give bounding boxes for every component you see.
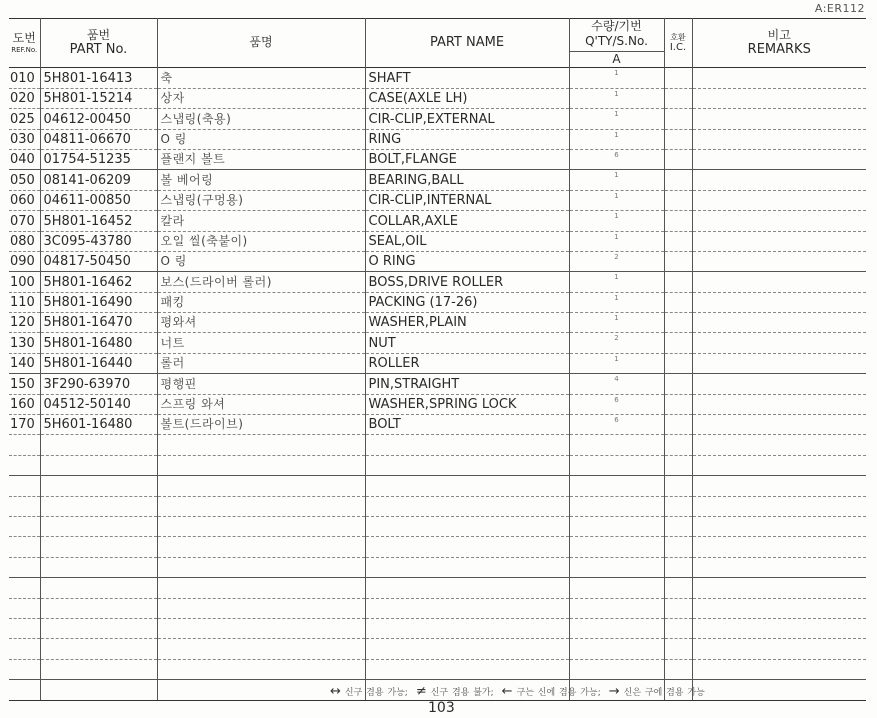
quantity-header [569,19,664,68]
remarks-cell [692,537,866,557]
ref-no-cell: 060 [9,190,40,210]
part-no-cell [40,639,157,659]
part-name-cell [365,537,569,557]
ic-cell [664,292,692,312]
legend-text: 구는 신에 겸용 가능; [516,688,601,698]
korean-name-cell [157,476,365,496]
ic-cell [664,231,692,251]
part-no-cell [40,516,157,536]
remarks-header [692,19,866,68]
part-no-cell [40,455,157,475]
ref-no-cell: 080 [9,231,40,251]
korean-name-cell: 스냅링(축용) [157,109,365,129]
ic-cell [664,639,692,659]
ref-no-cell [9,455,40,475]
ic-cell [664,394,692,414]
ref-no-cell: 140 [9,353,40,373]
quantity-cell: 1 [569,231,664,251]
part-name-cell [365,639,569,659]
ic-cell [664,333,692,353]
ic-cell [664,374,692,394]
table-row [9,618,866,638]
ref-no-cell: 160 [9,394,40,414]
ic-cell [664,598,692,618]
ref-no-cell [9,435,40,455]
part-name-cell: BOSS,DRIVE ROLLER [365,272,569,292]
table-row [9,557,866,577]
table-row [9,374,866,394]
remarks-cell [692,639,866,659]
ic-cell [664,109,692,129]
korean-name-cell [157,639,365,659]
korean-name-cell: 너트 [157,333,365,353]
part-no-cell: 3C095-43780 [40,231,157,251]
remarks-cell [692,496,866,516]
part-no-cell [40,476,157,496]
part-no-cell [40,598,157,618]
quantity-cell [569,476,664,496]
quantity-cell [569,578,664,598]
part-no-cell: 01754-51235 [40,149,157,169]
ref-no-cell [9,598,40,618]
part-no-cell [40,680,157,700]
quantity-cell: 4 [569,374,664,394]
quantity-cell: 6 [569,394,664,414]
korean-name-cell: 보스(드라이버 롤러) [157,272,365,292]
legend-symbol-icon: → [608,684,620,699]
korean-name-cell [157,435,365,455]
table-row [9,476,866,496]
part-no-cell: 5H801-16490 [40,292,157,312]
part-name-cell [365,455,569,475]
part-no-cell: 5H801-15214 [40,88,157,108]
remarks-cell [692,476,866,496]
ic-header-en: I.C. [669,42,687,54]
quantity-cell: 1 [569,211,664,231]
part-name-cell [365,496,569,516]
quantity-cell: 1 [569,272,664,292]
part-name-cell [365,578,569,598]
part-name-cell: BOLT,FLANGE [365,149,569,169]
korean-name-header: 품명 [157,19,365,68]
part-no-cell: 04811-06670 [40,129,157,149]
table-row [9,496,866,516]
korean-name-cell [157,537,365,557]
table-row [9,129,866,149]
remarks-cell [692,394,866,414]
korean-name-cell: 평와셔 [157,313,365,333]
korean-name-cell [157,618,365,638]
korean-name-cell: 스냅링(구멍용) [157,190,365,210]
quantity-cell: 2 [569,333,664,353]
ref-no-cell: 025 [9,109,40,129]
quantity-cell [569,659,664,679]
korean-name-cell [157,598,365,618]
remarks-cell [692,659,866,679]
page-number: 103 [428,700,455,716]
remarks-cell [692,88,866,108]
remarks-header-en: REMARKS [747,41,811,57]
part-name-cell [365,618,569,638]
ref-no-cell: 130 [9,333,40,353]
part-no-cell: 04611-00850 [40,190,157,210]
quantity-cell: 1 [569,313,664,333]
quantity-cell: 2 [569,251,664,271]
ic-cell [664,88,692,108]
table-row [9,231,866,251]
korean-name-cell: 플랜지 볼트 [157,149,365,169]
korean-name-cell: 상자 [157,88,365,108]
remarks-cell [692,557,866,577]
table-row [9,88,866,108]
quantity-cell [569,496,664,516]
table-header-row [9,19,866,68]
quantity-cell: 1 [569,109,664,129]
legend-item [501,684,601,699]
ic-cell [664,313,692,333]
quantity-cell [569,557,664,577]
remarks-cell [692,68,866,88]
table-row [9,455,866,475]
korean-name-cell: 롤러 [157,353,365,373]
quantity-header-en: Q'TY/S.No. [585,33,648,48]
part-no-cell: 04612-00450 [40,109,157,129]
part-name-cell: SEAL,OIL [365,231,569,251]
remarks-cell [692,292,866,312]
korean-name-cell: 칼라 [157,211,365,231]
ref-no-cell: 100 [9,272,40,292]
quantity-cell: 1 [569,68,664,88]
quantity-header-kr: 수량/기번 [591,19,642,33]
table-row [9,333,866,353]
ic-cell [664,149,692,169]
ic-header [664,19,692,68]
korean-name-cell [157,455,365,475]
ic-cell [664,435,692,455]
remarks-cell [692,578,866,598]
quantity-cell [569,435,664,455]
korean-name-cell [157,578,365,598]
table-row [9,272,866,292]
ref-no-cell: 050 [9,170,40,190]
ic-cell [664,537,692,557]
ref-no-cell [9,578,40,598]
part-no-cell [40,578,157,598]
ic-cell [664,516,692,536]
ref-no-cell: 150 [9,374,40,394]
part-name-cell [365,476,569,496]
ref-no-cell [9,557,40,577]
part-no-header-kr: 품번 [86,27,111,42]
part-name-cell [365,598,569,618]
part-name-cell: RING [365,129,569,149]
part-no-cell: 5H601-16480 [40,415,157,435]
quantity-cell: 1 [569,129,664,149]
ref-no-cell [9,476,40,496]
ic-cell [664,455,692,475]
quantity-cell [569,618,664,638]
remarks-cell [692,251,866,271]
korean-name-cell: 볼트(드라이브) [157,415,365,435]
ic-cell [664,353,692,373]
korean-name-cell: 평행핀 [157,374,365,394]
ref-no-cell: 040 [9,149,40,169]
part-no-header [40,19,157,68]
ic-cell [664,129,692,149]
remarks-cell [692,129,866,149]
part-name-cell: BEARING,BALL [365,170,569,190]
ref-no-header-en: REF.No. [11,46,38,55]
table-row [9,190,866,210]
remarks-cell [692,516,866,536]
ref-no-cell [9,618,40,638]
korean-name-cell [157,557,365,577]
part-name-cell: ROLLER [365,353,569,373]
korean-name-cell: 볼 베어링 [157,170,365,190]
ic-cell [664,496,692,516]
part-no-cell [40,659,157,679]
part-no-cell: 5H801-16462 [40,272,157,292]
part-no-cell: 5H801-16480 [40,333,157,353]
table-row [9,578,866,598]
remarks-cell [692,211,866,231]
part-no-header-en: PART No. [69,41,128,57]
table-row [9,394,866,414]
table-row [9,598,866,618]
table-row [9,313,866,333]
table-row [9,149,866,169]
legend-item [415,684,494,699]
document-code: A:ER112 [814,2,865,15]
ref-no-cell [9,680,40,700]
ref-no-cell: 110 [9,292,40,312]
legend-symbol-icon: ↔ [330,684,341,699]
legend-text: 신은 구에 겸용 가능 [623,688,705,698]
part-no-cell: 5H801-16452 [40,211,157,231]
part-name-cell: CIR-CLIP,INTERNAL [365,190,569,210]
remarks-cell [692,231,866,251]
quantity-cell: 1 [569,170,664,190]
part-name-cell: WASHER,SPRING LOCK [365,394,569,414]
part-no-cell [40,537,157,557]
legend-symbol-icon: ≠ [415,684,427,699]
part-name-cell: O RING [365,251,569,271]
part-no-cell: 08141-06209 [40,170,157,190]
legend-item [608,684,705,699]
korean-name-cell: O 링 [157,251,365,271]
table-row [9,109,866,129]
part-name-header: PART NAME [365,19,569,68]
table-row [9,435,866,455]
part-name-cell: WASHER,PLAIN [365,313,569,333]
ref-no-cell [9,639,40,659]
table-row [9,211,866,231]
part-name-cell: SHAFT [365,68,569,88]
remarks-cell [692,272,866,292]
part-no-cell: 5H801-16470 [40,313,157,333]
ref-no-cell [9,659,40,679]
interchangeability-legend [330,684,713,699]
ic-cell [664,659,692,679]
part-name-cell: NUT [365,333,569,353]
ref-no-cell [9,496,40,516]
table-row [9,68,866,88]
ic-cell [664,190,692,210]
ref-no-cell: 020 [9,88,40,108]
korean-name-cell: 패킹 [157,292,365,312]
remarks-cell [692,598,866,618]
part-no-cell [40,435,157,455]
table-row [9,353,866,373]
ref-no-cell: 030 [9,129,40,149]
part-no-cell [40,618,157,638]
ic-cell [664,251,692,271]
ref-no-header [9,19,40,68]
part-name-cell: PACKING (17-26) [365,292,569,312]
part-name-cell: PIN,STRAIGHT [365,374,569,394]
ref-no-header-kr: 도번 [12,31,36,46]
remarks-header-kr: 비고 [767,27,791,42]
remarks-cell [692,374,866,394]
ic-cell [664,557,692,577]
quantity-cell: 1 [569,190,664,210]
table-row [9,170,866,190]
part-name-cell: CIR-CLIP,EXTERNAL [365,109,569,129]
remarks-cell [692,109,866,129]
part-no-cell: 3F290-63970 [40,374,157,394]
ic-cell [664,211,692,231]
table-row [9,251,866,271]
table-row [9,292,866,312]
part-name-cell: COLLAR,AXLE [365,211,569,231]
remarks-cell [692,618,866,638]
quantity-cell [569,516,664,536]
remarks-cell [692,333,866,353]
quantity-cell [569,598,664,618]
ic-cell [664,578,692,598]
legend-item [330,684,408,699]
ref-no-cell: 070 [9,211,40,231]
table-row [9,537,866,557]
remarks-cell [692,435,866,455]
remarks-cell [692,170,866,190]
ic-cell [664,476,692,496]
part-no-cell: 04817-50450 [40,251,157,271]
parts-table-body [9,68,866,700]
ic-cell [664,68,692,88]
quantity-cell [569,639,664,659]
remarks-cell [692,415,866,435]
ref-no-cell [9,516,40,536]
part-name-cell [365,659,569,679]
remarks-cell [692,455,866,475]
korean-name-cell: O 링 [157,129,365,149]
part-name-cell: BOLT [365,415,569,435]
legend-symbol-icon: ← [501,684,513,699]
part-no-cell: 5H801-16413 [40,68,157,88]
quantity-cell: 6 [569,415,664,435]
table-row [9,639,866,659]
quantity-cell: 1 [569,292,664,312]
legend-text: 신구 겸용 가능; [344,688,408,698]
part-no-cell: 04512-50140 [40,394,157,414]
quantity-cell [569,537,664,557]
quantity-subheader: A [570,51,664,68]
table-row [9,659,866,679]
korean-name-cell: 오일 씰(축붙이) [157,231,365,251]
quantity-cell: 1 [569,353,664,373]
ref-no-cell: 170 [9,415,40,435]
korean-name-cell: 축 [157,68,365,88]
part-no-cell [40,557,157,577]
remarks-cell [692,353,866,373]
remarks-cell [692,190,866,210]
remarks-cell [692,313,866,333]
part-name-cell: CASE(AXLE LH) [365,88,569,108]
legend-text: 신구 겸용 불가; [430,688,494,698]
remarks-cell [692,149,866,169]
parts-table [9,18,866,701]
part-name-cell [365,435,569,455]
quantity-cell [569,455,664,475]
table-row [9,516,866,536]
part-no-cell: 5H801-16440 [40,353,157,373]
korean-name-cell [157,516,365,536]
ref-no-cell [9,537,40,557]
ref-no-cell: 120 [9,313,40,333]
korean-name-cell [157,496,365,516]
korean-name-cell [157,659,365,679]
part-name-cell [365,516,569,536]
table-row [9,415,866,435]
ic-cell [664,415,692,435]
ref-no-cell: 090 [9,251,40,271]
ic-cell [664,170,692,190]
quantity-cell: 1 [569,88,664,108]
ref-no-cell: 010 [9,68,40,88]
part-name-cell [365,557,569,577]
remarks-cell [692,680,866,700]
quantity-cell: 6 [569,149,664,169]
ic-cell [664,618,692,638]
ic-cell [664,272,692,292]
part-no-cell [40,496,157,516]
korean-name-cell: 스프링 와셔 [157,394,365,414]
ic-header-kr: 호환 [670,32,686,42]
